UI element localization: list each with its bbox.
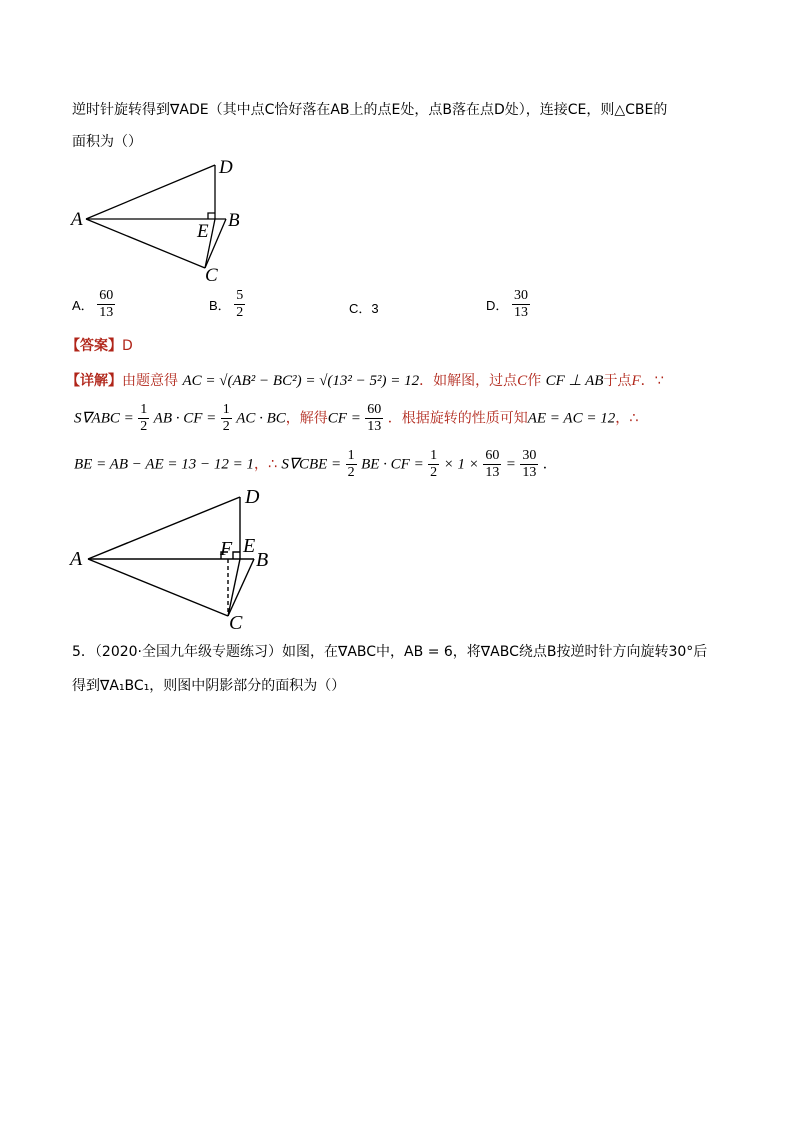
right-angle-mark xyxy=(208,213,215,219)
segment-BC xyxy=(228,559,254,616)
fig2-label-E: E xyxy=(243,535,256,557)
segment-EC xyxy=(228,559,240,616)
option-a: A． $\frac{60}{13}$ xyxy=(72,288,114,320)
question-5-line-2: 得到∇A₁BC₁，则图中阴影部分的面积为（） xyxy=(72,678,346,694)
fig2-label-A: A xyxy=(70,548,83,570)
segment-AC xyxy=(88,559,228,616)
fig2-label-C: C xyxy=(229,612,243,634)
segment-AC xyxy=(86,219,205,268)
question-4-line-1: 逆时针旋转得到∇ADE（其中点C恰好落在AB上的点E处，点B落在点D处），连接CE，则△CBE的 xyxy=(72,102,668,118)
segment-AD xyxy=(88,497,240,559)
fig1-label-D: D xyxy=(219,157,233,178)
fig1-label-B: B xyxy=(228,210,240,231)
segment-AD xyxy=(86,165,215,219)
option-b: B． $\frac{5}{2}$ xyxy=(209,288,244,320)
detail-line-3: BE = AB − AE = 13 − 12 = 1，∴ S∇CBE = $\frac{1}{2}$ BE · CF = $\frac{1}{2}$ × 1 × $\frac{60}{13}$ = $\frac{30}{13}$ ． xyxy=(74,448,557,480)
option-d: D． $\frac{30}{13}$ xyxy=(486,288,529,320)
detail-line-1: 【详解】由题意得 AC = √(AB² − BC²) = √(13² − 5²) = 12．如解图，过点C作 CF ⊥ AB于点F．∵ xyxy=(66,373,664,389)
fig2-label-D: D xyxy=(245,486,260,508)
fig2-label-F: F xyxy=(220,538,233,560)
fig1-label-A: A xyxy=(71,209,83,230)
right-angle-mark-E xyxy=(233,552,240,559)
fig2-label-B: B xyxy=(256,549,269,571)
detail-line-2: S∇ABC = $\frac{1}{2}$ AB · CF = $\frac{1}{2}$ AC · BC，解得CF = $\frac{60}{13}$ ．根据旋转的性质可知AE = AC = 12，∴ xyxy=(74,402,639,434)
question-4-line-2: 面积为（） xyxy=(72,134,142,150)
fig1-label-E: E xyxy=(197,221,209,242)
answer-line: 【答案】D xyxy=(66,338,133,354)
question-5-line-1: 5．（2020·全国九年级专题练习）如图，在∇ABC中，AB = 6，将∇ABC绕点B按逆时针方向旋转30°后 xyxy=(72,644,708,660)
fig1-label-C: C xyxy=(205,265,218,286)
option-c: C．3 xyxy=(349,301,379,316)
